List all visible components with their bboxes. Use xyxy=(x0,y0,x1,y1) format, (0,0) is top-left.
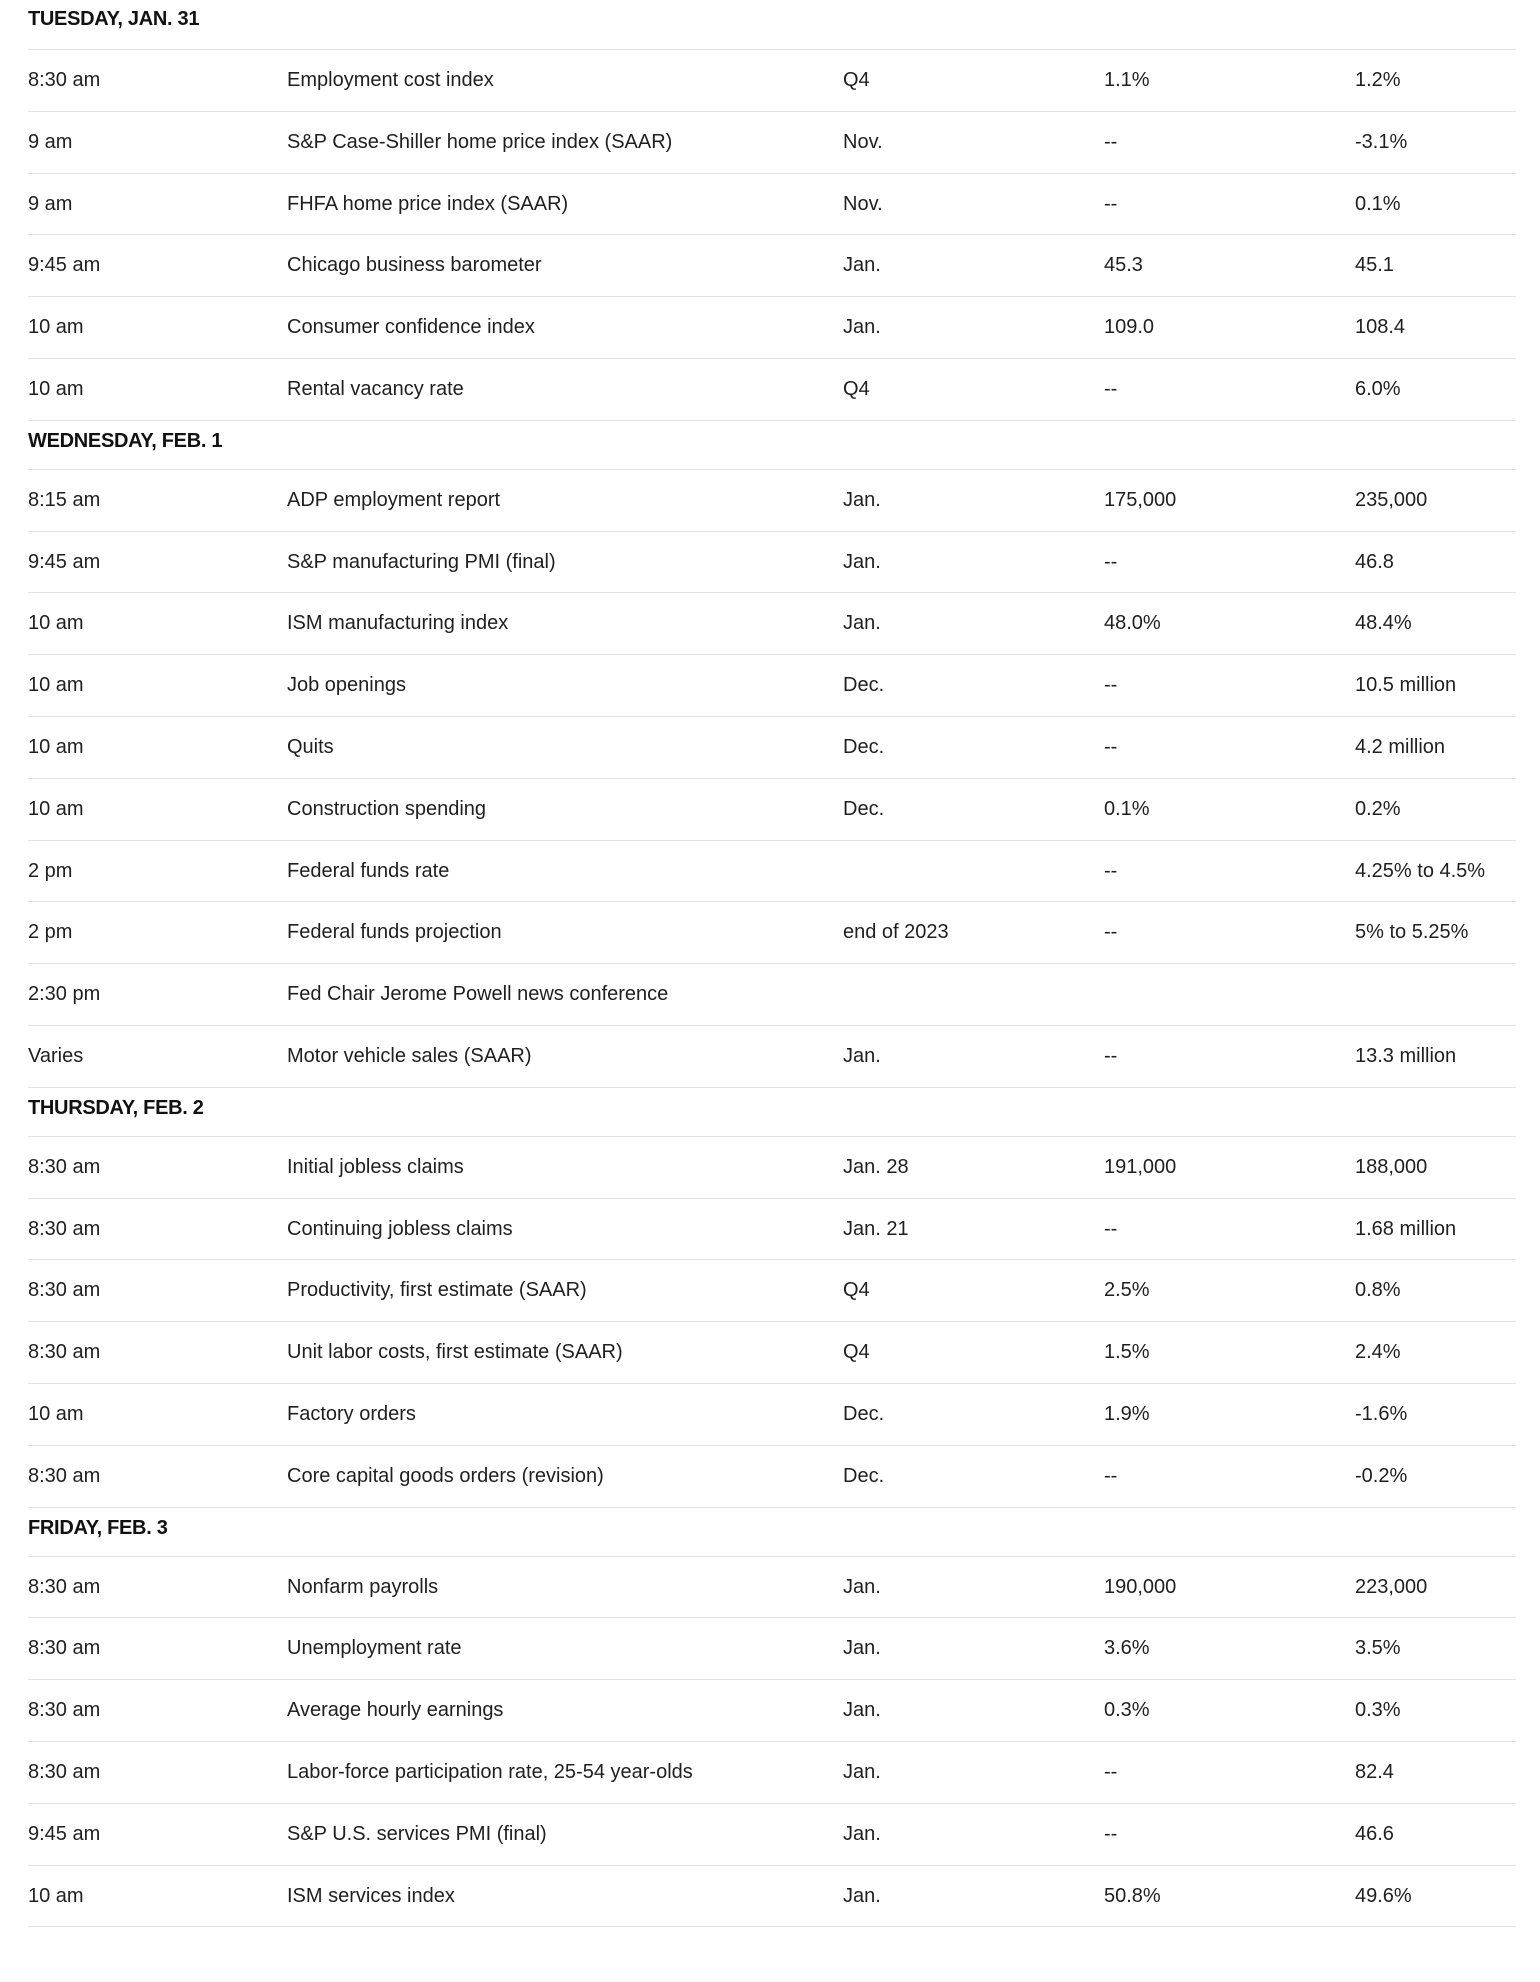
previous-cell: 45.1 xyxy=(1355,254,1394,277)
time-cell: 8:15 am xyxy=(28,488,101,511)
table-row xyxy=(28,1866,1516,1928)
event-cell: Consumer confidence index xyxy=(287,316,535,339)
period-cell: Dec. xyxy=(843,674,885,697)
previous-cell: 108.4 xyxy=(1355,316,1406,339)
table-row xyxy=(28,297,1516,359)
forecast-cell: 2.5% xyxy=(1104,1279,1150,1302)
event-cell: Factory orders xyxy=(287,1402,416,1425)
period-cell: Dec. xyxy=(843,1464,885,1487)
event-cell: Federal funds projection xyxy=(287,921,502,944)
forecast-cell: 1.1% xyxy=(1104,69,1150,91)
time-cell: 9:45 am xyxy=(28,254,101,277)
event-cell: Construction spending xyxy=(287,797,487,820)
table-row xyxy=(28,841,1516,903)
day-header: TUESDAY, JAN. 31 xyxy=(28,0,1516,50)
previous-cell: 4.2 million xyxy=(1355,735,1446,758)
previous-cell: 1.2% xyxy=(1355,69,1401,91)
period-cell: Jan. 28 xyxy=(843,1155,909,1178)
period-cell: Jan. xyxy=(843,254,881,277)
period-cell: Jan. xyxy=(843,488,881,511)
event-cell: Core capital goods orders (revision) xyxy=(287,1464,604,1487)
table-row xyxy=(28,1804,1516,1866)
previous-cell: 46.8 xyxy=(1355,550,1394,573)
time-cell: 9:45 am xyxy=(28,550,101,573)
event-cell: Average hourly earnings xyxy=(287,1699,504,1722)
forecast-cell: -- xyxy=(1104,1217,1118,1240)
forecast-cell: -- xyxy=(1104,377,1118,400)
table-row xyxy=(28,112,1516,174)
period-cell: Dec. xyxy=(843,1402,885,1425)
table-row xyxy=(28,1680,1516,1742)
table-row xyxy=(28,470,1516,532)
day-header: THURSDAY, FEB. 2 xyxy=(28,1088,1516,1137)
table-row xyxy=(28,902,1516,964)
table-row xyxy=(28,779,1516,841)
time-cell: 8:30 am xyxy=(28,69,101,91)
previous-cell: 223,000 xyxy=(1355,1575,1428,1598)
previous-cell: -3.1% xyxy=(1355,130,1408,153)
event-cell: Unit labor costs, first estimate (SAAR) xyxy=(287,1341,623,1364)
event-cell: S&P Case-Shiller home price index (SAAR) xyxy=(287,130,673,153)
time-cell: 8:30 am xyxy=(28,1217,101,1240)
previous-cell: 2.4% xyxy=(1355,1341,1401,1364)
table-row xyxy=(28,50,1516,112)
forecast-cell: 1.5% xyxy=(1104,1341,1150,1364)
time-cell: 8:30 am xyxy=(28,1699,101,1722)
forecast-cell: -- xyxy=(1104,674,1118,697)
day-header: WEDNESDAY, FEB. 1 xyxy=(28,421,1516,470)
previous-cell: 49.6% xyxy=(1355,1884,1412,1907)
event-cell: S&P U.S. services PMI (final) xyxy=(287,1822,547,1845)
period-cell: Jan. 21 xyxy=(843,1217,909,1240)
time-cell: 2:30 pm xyxy=(28,983,101,1006)
time-cell: 8:30 am xyxy=(28,1575,101,1598)
time-cell: 8:30 am xyxy=(28,1637,101,1660)
forecast-cell: 191,000 xyxy=(1104,1155,1177,1178)
period-cell: Q4 xyxy=(843,1341,870,1364)
period-cell: Jan. xyxy=(843,1760,881,1783)
time-cell: 8:30 am xyxy=(28,1341,101,1364)
table-row xyxy=(28,1742,1516,1804)
time-cell: 9:45 am xyxy=(28,1822,101,1845)
period-cell: Jan. xyxy=(843,1699,881,1722)
forecast-cell: 3.6% xyxy=(1104,1637,1150,1660)
event-cell: Productivity, first estimate (SAAR) xyxy=(287,1279,587,1302)
forecast-cell: -- xyxy=(1104,859,1118,882)
forecast-cell: -- xyxy=(1104,735,1118,758)
event-cell: FHFA home price index (SAAR) xyxy=(287,192,569,215)
time-cell: 2 pm xyxy=(28,859,73,882)
time-cell: 8:30 am xyxy=(28,1760,101,1783)
period-cell: Q4 xyxy=(843,69,870,91)
previous-cell: -1.6% xyxy=(1355,1402,1408,1425)
event-cell: Job openings xyxy=(287,674,406,697)
event-cell: S&P manufacturing PMI (final) xyxy=(287,550,556,573)
forecast-cell: -- xyxy=(1104,130,1118,153)
table-row xyxy=(28,1260,1516,1322)
table-row xyxy=(28,1557,1516,1619)
table-row xyxy=(28,1322,1516,1384)
previous-cell: 0.3% xyxy=(1355,1699,1401,1722)
forecast-cell: -- xyxy=(1104,192,1118,215)
table-row xyxy=(28,1446,1516,1508)
forecast-cell: 0.3% xyxy=(1104,1699,1150,1722)
period-cell: Nov. xyxy=(843,130,883,153)
event-cell: Nonfarm payrolls xyxy=(287,1575,439,1598)
forecast-cell: 109.0 xyxy=(1104,316,1155,339)
table-row xyxy=(28,1137,1516,1199)
table-row xyxy=(28,964,1516,1026)
previous-cell: 6.0% xyxy=(1355,377,1401,400)
table-row xyxy=(28,359,1516,421)
time-cell: 9 am xyxy=(28,130,73,153)
previous-cell: 0.8% xyxy=(1355,1279,1401,1302)
day-section xyxy=(28,1088,1516,1508)
event-cell: Fed Chair Jerome Powell news conference xyxy=(287,983,669,1006)
event-cell: Initial jobless claims xyxy=(287,1155,464,1178)
time-cell: Varies xyxy=(28,1044,84,1067)
period-cell: Jan. xyxy=(843,1575,881,1598)
previous-cell: 188,000 xyxy=(1355,1155,1428,1178)
forecast-cell: 45.3 xyxy=(1104,254,1143,277)
previous-cell: 48.4% xyxy=(1355,612,1412,635)
forecast-cell: -- xyxy=(1104,1044,1118,1067)
forecast-cell: 175,000 xyxy=(1104,488,1177,511)
previous-cell: 0.1% xyxy=(1355,192,1401,215)
forecast-cell: 190,000 xyxy=(1104,1575,1177,1598)
previous-cell: 0.2% xyxy=(1355,797,1401,820)
table-row xyxy=(28,1026,1516,1088)
previous-cell: 13.3 million xyxy=(1355,1044,1457,1067)
time-cell: 10 am xyxy=(28,377,84,400)
event-cell: Chicago business barometer xyxy=(287,254,542,277)
event-cell: ISM manufacturing index xyxy=(287,612,509,635)
event-cell: Rental vacancy rate xyxy=(287,377,464,400)
forecast-cell: 0.1% xyxy=(1104,797,1150,820)
table-row xyxy=(28,235,1516,297)
day-section xyxy=(28,421,1516,1088)
time-cell: 10 am xyxy=(28,674,84,697)
period-cell: Jan. xyxy=(843,550,881,573)
period-cell: Q4 xyxy=(843,1279,870,1302)
previous-cell: 82.4 xyxy=(1355,1760,1394,1783)
previous-cell: -0.2% xyxy=(1355,1464,1408,1487)
day-header: FRIDAY, FEB. 3 xyxy=(28,1508,1516,1557)
table-row xyxy=(28,532,1516,594)
event-cell: Unemployment rate xyxy=(287,1637,462,1660)
time-cell: 10 am xyxy=(28,316,84,339)
period-cell: Jan. xyxy=(843,1044,881,1067)
period-cell: Jan. xyxy=(843,1822,881,1845)
previous-cell: 235,000 xyxy=(1355,488,1428,511)
time-cell: 10 am xyxy=(28,797,84,820)
period-cell: Jan. xyxy=(843,612,881,635)
time-cell: 10 am xyxy=(28,1402,84,1425)
time-cell: 8:30 am xyxy=(28,1279,101,1302)
forecast-cell: -- xyxy=(1104,1822,1118,1845)
table-row xyxy=(28,1618,1516,1680)
forecast-cell: 50.8% xyxy=(1104,1884,1161,1907)
previous-cell: 4.25% to 4.5% xyxy=(1355,859,1486,882)
event-cell: Federal funds rate xyxy=(287,859,450,882)
forecast-cell: -- xyxy=(1104,921,1118,944)
time-cell: 10 am xyxy=(28,1884,84,1907)
previous-cell: 10.5 million xyxy=(1355,674,1457,697)
event-cell: Quits xyxy=(287,735,334,758)
forecast-cell: -- xyxy=(1104,1760,1118,1783)
time-cell: 2 pm xyxy=(28,921,73,944)
forecast-cell: -- xyxy=(1104,550,1118,573)
period-cell: Jan. xyxy=(843,1884,881,1907)
previous-cell: 1.68 million xyxy=(1355,1217,1457,1240)
period-cell: Jan. xyxy=(843,1637,881,1660)
table-row xyxy=(28,593,1516,655)
period-cell: Q4 xyxy=(843,377,870,400)
table-row xyxy=(28,717,1516,779)
time-cell: 10 am xyxy=(28,735,84,758)
table-row xyxy=(28,655,1516,717)
period-cell: end of 2023 xyxy=(843,921,949,944)
day-section xyxy=(28,1508,1516,1928)
event-cell: ISM services index xyxy=(287,1884,455,1907)
previous-cell: 5% to 5.25% xyxy=(1355,921,1469,944)
event-cell: Labor-force participation rate, 25-54 year-olds xyxy=(287,1760,693,1783)
previous-cell: 3.5% xyxy=(1355,1637,1401,1660)
forecast-cell: -- xyxy=(1104,1464,1118,1487)
period-cell: Dec. xyxy=(843,735,885,758)
period-cell: Dec. xyxy=(843,797,885,820)
previous-cell: 46.6 xyxy=(1355,1822,1394,1845)
event-cell: Employment cost index xyxy=(287,69,494,91)
period-cell: Nov. xyxy=(843,192,883,215)
day-section xyxy=(28,0,1516,421)
time-cell: 8:30 am xyxy=(28,1464,101,1487)
time-cell: 10 am xyxy=(28,612,84,635)
event-cell: Motor vehicle sales (SAAR) xyxy=(287,1044,532,1067)
table-row xyxy=(28,1199,1516,1261)
period-cell: Jan. xyxy=(843,316,881,339)
economic-calendar xyxy=(28,0,1516,1927)
time-cell: 9 am xyxy=(28,192,73,215)
event-cell: ADP employment report xyxy=(287,488,501,511)
table-row xyxy=(28,1384,1516,1446)
forecast-cell: 1.9% xyxy=(1104,1402,1150,1425)
time-cell: 8:30 am xyxy=(28,1155,101,1178)
table-row xyxy=(28,174,1516,236)
forecast-cell: 48.0% xyxy=(1104,612,1161,635)
event-cell: Continuing jobless claims xyxy=(287,1217,513,1240)
